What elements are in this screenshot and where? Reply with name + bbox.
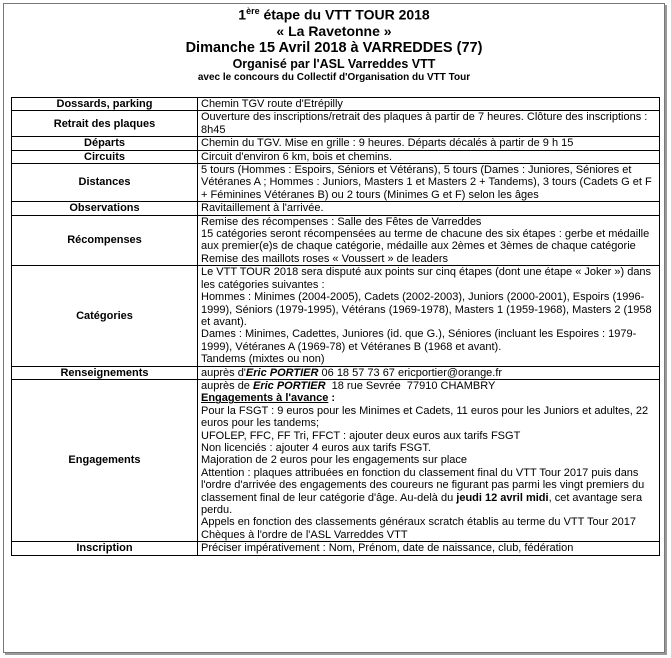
row-circuits xyxy=(12,150,660,163)
label-recompenses: Récompenses xyxy=(12,215,198,266)
engagements-appels: Appels en fonction des classements généraux scratch établis au terme du VTT Tour 2017 xyxy=(201,516,636,529)
engagements-cheques: Chèques à l'ordre de l'ASL Varreddes VTT xyxy=(201,528,408,541)
engagements-majoration: Majoration de 2 euros pour les engagements sur place xyxy=(201,454,467,467)
categories-line-2: Hommes : Minimes (2004-2005), Cadets (2002-2003), Juniors (2000-2001), Espoirs (1996-1999), Séniors (1979-1995), Vétérans (1969-1978), Masters 1 (1959-1968), Masters 2 (1958 et avant). xyxy=(201,291,652,328)
event-subtitle: « La Ravetonne » xyxy=(276,23,392,40)
value-distances: 5 tours (Hommes : Espoirs, Séniors et Vétérans), 5 tours (Dames : Juniores, Séniores et Vétéranes A ; Hommes : Juniors, Masters 1 et Masters 2 + Tandems), 3 tours (Cadets G et F + Féminines Vétéranes B) ou 2 tours (Minimes G et F) selon les âges xyxy=(198,164,660,202)
row-dossards xyxy=(12,98,660,111)
value-retrait: Ouverture des inscriptions/retrait des plaques à partir de 7 heures. Clôture des inscriptions : 8h45 xyxy=(198,111,660,137)
document-frame xyxy=(3,3,665,653)
row-recompenses xyxy=(12,215,660,266)
event-organizer: Organisé par l'ASL Varreddes VTT xyxy=(232,56,436,71)
label-retrait: Retrait des plaques xyxy=(12,111,198,137)
engagements-prefix: auprès de xyxy=(201,379,253,392)
event-support: avec le concours du Collectif d'Organisation du VTT Tour xyxy=(197,71,471,83)
row-engagements xyxy=(12,379,660,541)
document-header xyxy=(4,6,664,83)
title-text: étape du VTT TOUR 2018 xyxy=(259,6,430,23)
advance-colon: : xyxy=(328,392,336,405)
value-circuits: Circuit d'environ 6 km, bois et chemins. xyxy=(198,150,660,163)
row-retrait xyxy=(12,111,660,137)
engagements-non-licencies: Non licenciés : ajouter 4 euros aux tarifs FSGT. xyxy=(201,441,431,454)
categories-line-3: Dames : Minimes, Cadettes, Juniores (id. que G.), Séniores (incluant les Espoires : 1979-1999), Vétéranes A (1969-78) et Vétéranes B (1968 et avant). xyxy=(201,328,637,353)
info-table xyxy=(11,97,660,556)
event-title xyxy=(4,6,664,23)
advance-title: Engagements à l'avance xyxy=(201,392,329,405)
contact-name: Eric PORTIER xyxy=(245,366,319,379)
title-superscript: ère xyxy=(246,6,260,16)
title-number: 1 xyxy=(238,6,247,23)
label-observations: Observations xyxy=(12,202,198,215)
label-departs: Départs xyxy=(12,137,198,150)
value-engagements xyxy=(198,379,660,541)
engagements-contact xyxy=(201,380,657,392)
engagements-advance-heading xyxy=(201,392,657,404)
event-date-place: Dimanche 15 Avril 2018 à VARREDDES (77) xyxy=(185,39,483,56)
engagements-attention xyxy=(201,467,657,517)
engagements-contact-name: Eric PORTIER xyxy=(252,379,326,392)
value-inscription: Préciser impérativement : Nom, Prénom, date de naissance, club, fédération xyxy=(198,542,660,555)
row-observations xyxy=(12,202,660,215)
label-categories: Catégories xyxy=(12,266,198,366)
attention-text-c: , cet avantage sera perdu. xyxy=(201,491,643,516)
row-distances xyxy=(12,164,660,202)
label-distances: Distances xyxy=(12,164,198,202)
label-engagements: Engagements xyxy=(12,379,198,541)
recompenses-line-2: 15 catégories seront récompensées au terme de chacune des six étapes : gerbe et médaille aux premier(e)s de chaque catégorie, médaille aux 2èmes et 3èmes de chaque catégorie xyxy=(201,228,650,253)
recompenses-line-1: Remise des récompenses : Salle des Fêtes de Varreddes xyxy=(201,215,482,228)
label-dossards: Dossards, parking xyxy=(12,98,198,111)
engagements-address: 18 rue Sevrée 77910 CHAMBRY xyxy=(325,379,496,392)
value-categories xyxy=(198,266,660,366)
value-dossards: Chemin TGV route d'Etrépilly xyxy=(198,98,660,111)
renseignements-prefix: auprès d' xyxy=(201,366,246,379)
value-renseignements xyxy=(198,366,660,379)
label-renseignements: Renseignements xyxy=(12,366,198,379)
label-inscription: Inscription xyxy=(12,542,198,555)
engagements-ufolep: UFOLEP, FFC, FF Tri, FFCT : ajouter deux euros aux tarifs FSGT xyxy=(201,429,521,442)
row-renseignements xyxy=(12,366,660,379)
value-departs: Chemin du TGV. Mise en grille : 9 heures. Départs décalés à partir de 9 h 15 xyxy=(198,137,660,150)
categories-line-4: Tandems (mixtes ou non) xyxy=(201,353,325,366)
attention-text-a: Attention : plaques attribuées en fonction du classement final du VTT Tour 2017 puis dans l'ordre d'arrivée des engagements des coureurs ne figurant pas parmi les vingt premiers du classement final de leur catégorie d'âge. Au-delà du xyxy=(201,466,645,504)
recompenses-line-3: Remise des maillots roses « Voussert » de leaders xyxy=(201,252,449,265)
engagements-fsgt: Pour la FSGT : 9 euros pour les Minimes et Cadets, 11 euros pour les Juniors et adultes, 22 euros pour les tandems; xyxy=(201,404,649,430)
row-departs xyxy=(12,137,660,150)
value-observations: Ravitaillement à l'arrivée. xyxy=(198,202,660,215)
value-recompenses xyxy=(198,215,660,266)
row-categories xyxy=(12,266,660,366)
row-inscription xyxy=(12,542,660,555)
contact-details: 06 18 57 73 67 ericportier@orange.fr xyxy=(318,366,503,379)
categories-line-1: Le VTT TOUR 2018 sera disputé aux points sur cinq étapes (dont une étape « Joker ») dans les catégories suivantes : xyxy=(201,266,652,291)
attention-deadline: jeudi 12 avril midi xyxy=(456,491,549,504)
label-circuits: Circuits xyxy=(12,150,198,163)
